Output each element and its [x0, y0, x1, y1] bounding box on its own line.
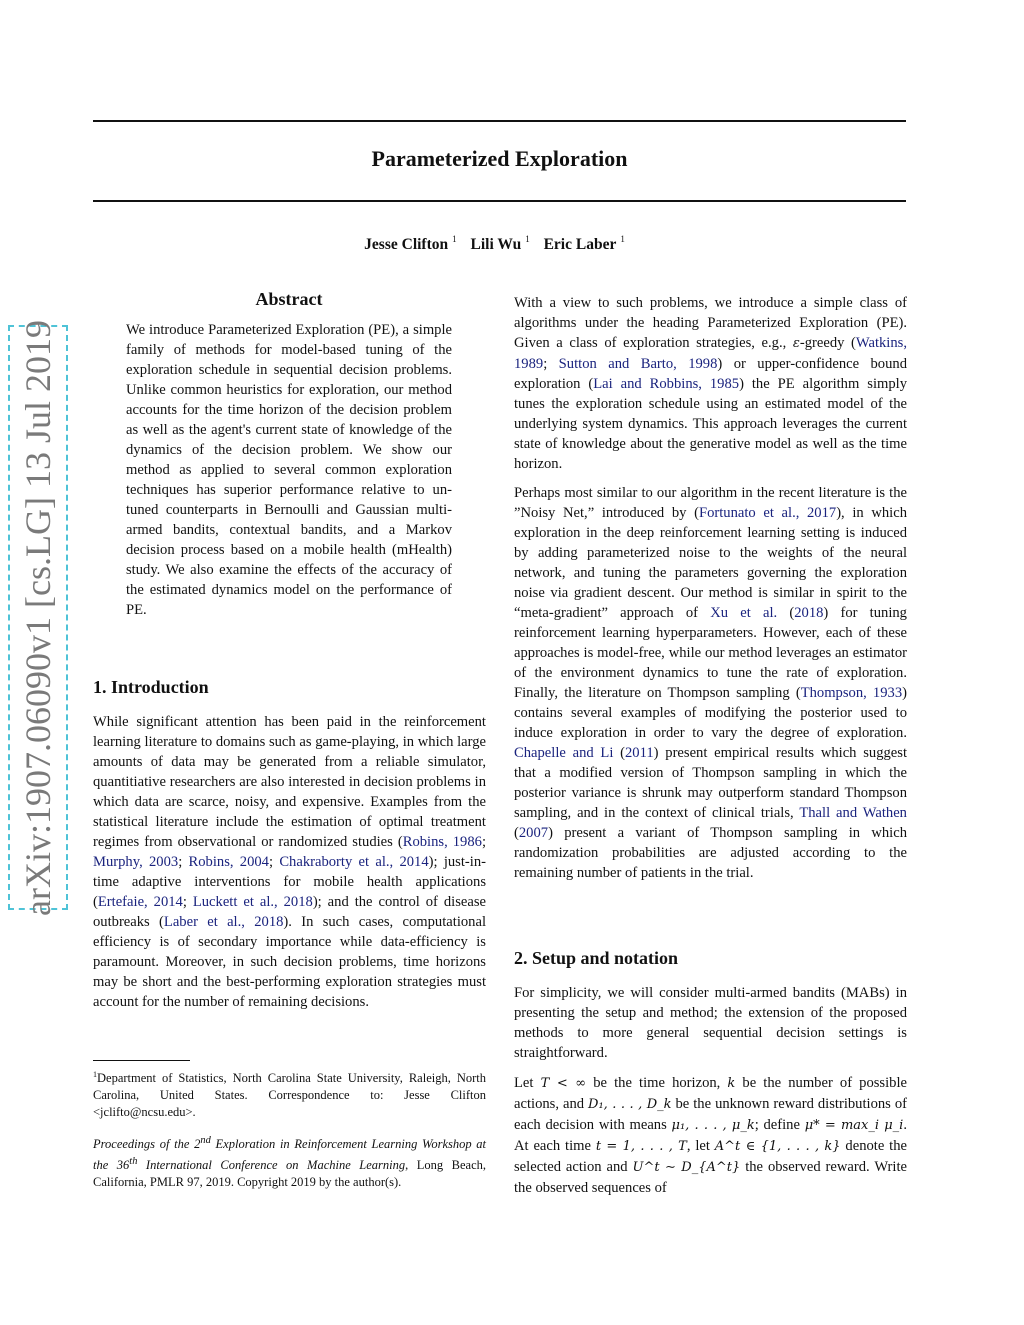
math-expression: μ* = max_i μ_i — [804, 1118, 904, 1133]
citation-year-link[interactable]: 2018 — [794, 605, 824, 621]
abstract-heading: Abstract — [255, 289, 323, 309]
body-text: be the unknown reward distributions of each decision with means — [514, 1096, 907, 1133]
body-text: present empirical results which suggest that a modified version of Thompson sampling in which the posterior variance is shrunk may outperform standard Thompson sampling, and in the context of clinical trials, — [514, 745, 907, 821]
proceedings-number: 2 — [194, 1137, 201, 1152]
arxiv-watermark-text: arXiv:1907.06090v1 [cs.LG] 13 Jul 2019 — [18, 319, 58, 916]
proceedings-number: 36 — [116, 1158, 130, 1173]
math-expression: A^t ∈ {1, . . . , k} — [714, 1139, 841, 1154]
paper-title: Parameterized Exploration — [371, 146, 628, 171]
body-text: While significant attention has been paid in the reinforcement learning literature to domains such as game-playing, in which large amounts of data may be generated from a reliable simulator, quantitiative researchers are also interested in decision problems in which data are scarce, noisy, and expensive. Examples from the statistical literature include the estimation of optimal treatment regimes from observational or randomized studies ( — [93, 714, 486, 850]
math-expression: U^t ∼ D_{A^t} — [632, 1160, 741, 1175]
citation-link[interactable]: Lai and Robbins, 1985 — [593, 376, 740, 392]
right-paragraph-2: Perhaps most similar to our algorithm in the recent literature is the ”Noisy Net,” introduced by (Fortunato et al., 2017), in which exploration in the deep reinforcement learning setting is induced by adding parameterized noise to the weights of the neural network, and tuning the parameters governing the exploration noise via gradient descent. Our method is similar in spirit to the “meta-gradient” approach of Xu et al. (2018) for tuning reinforcement learning hyperparameters. However, each of these approaches is model-free, while our method leverages an estimator of the environment dynamics to tune the rate of exploration. Finally, the literature on Thompson sampling (Thompson, 1933) contains several examples of modifying the posterior used to induce exploration in order to vary the degree of exploration. Chapelle and Li (2011) present empirical results which suggest that a modified version of Thompson sampling in which the posterior variance is shrunk may outperform standard Thompson sampling, and in the context of clinical trials, Thall and Wathen (2007) present a variant of Thompson sampling in which randomization probabilities are adjusted according to the remaining number of patients in the trial. — [514, 485, 907, 881]
body-text: denote the selected action and — [514, 1138, 907, 1175]
proceedings-ordinal — [194, 1137, 211, 1151]
citation-link[interactable]: Thall and Wathen — [799, 805, 907, 821]
math-expression: μ₁, . . . , μ_k — [671, 1118, 755, 1133]
proceedings-text: Proceedings of the — [93, 1137, 190, 1152]
citation-link[interactable]: Sutton and Barto, 1998 — [558, 356, 718, 372]
body-text: ); and the control of disease outbreaks ( — [93, 894, 486, 930]
setup-paragraph-1: For simplicity, we will consider multi-armed bandits (MABs) in presenting the setup and method; the extension of the proposed methods to more general sequential decision settings is straightforward. — [514, 985, 907, 1061]
author-name: Jesse Clifton — [364, 236, 449, 253]
body-text: ), in which exploration in the deep reinforcement learning setting is induced by adding parameterized noise to the weights of the neural network, and tuning the parameters governing the exploration noise via gradient descent. Our method is similar in spirit to the “meta-gradient” approach of — [514, 505, 907, 621]
citation-link[interactable]: Watkins, 1989 — [514, 335, 907, 372]
citation-link[interactable]: Laber et al., 2018 — [163, 914, 284, 930]
body-text: be the time horizon, — [586, 1075, 728, 1091]
arxiv-watermark — [8, 319, 68, 916]
footnote-text: Department of Statistics, North Carolina State University, Raleigh, North Carolina, United States. Correspondence to: Jesse Clifton <jclifto@ncsu.edu>. — [93, 1071, 486, 1120]
body-text: the observed reward. Write the observed sequences of — [514, 1159, 908, 1196]
body-text: ) or upper-confidence bound exploration ( — [514, 356, 907, 392]
proceedings-superscript: nd — [200, 1135, 211, 1146]
citation-year-link[interactable]: 2007 — [518, 825, 549, 841]
body-text: ) contains several examples of modifying the posterior used to induce exploration in order to vary the degree of exploration. — [514, 685, 907, 741]
body-text: . At each time — [514, 1117, 907, 1154]
body-text: be the number of possible actions, and — [514, 1075, 907, 1112]
introduction-paragraph: While significant attention has been paid in the reinforcement learning literature to domains such as game-playing, in which large amounts of data may be generated from a reliable simulator, quantitiative researchers are also interested in decision problems in which data are scarce, noisy, and expensive. Examples from the statistical literature include the estimation of optimal treatment regimes from observational or randomized studies (Robins, 1986; Murphy, 2003; Robins, 2004; Chakraborty et al., 2014); just-in-time adaptive interventions for mobile health applications (Ertefaie, 2014; Luckett et al., 2018); and the control of disease outbreaks (Laber et al., 2018). In such cases, computational efficiency is of secondary importance while data-efficiency is paramount. Moreover, in such decision problems, time horizons may be short and the best-performing exploration strategies must account for the number of remaining decisions. — [93, 714, 486, 1010]
top-rule — [93, 120, 906, 122]
body-text: Perhaps most similar to our algorithm in the recent literature is the ”Noisy Net,” introduced by ( — [514, 485, 907, 521]
footnote-mark: 1 — [93, 1070, 97, 1079]
citation-link[interactable]: Robins, 1986 — [402, 834, 482, 850]
author-affiliation: 1 — [525, 234, 530, 244]
math-expression: k — [727, 1076, 736, 1091]
author-affiliation: 1 — [452, 234, 457, 244]
author-list — [93, 236, 906, 254]
citation-link[interactable]: Ertefaie, 2014 — [97, 894, 183, 910]
math-expression: D₁, . . . , D_k — [588, 1097, 672, 1112]
setup-paragraph-2 — [514, 1073, 907, 1198]
math-expression: t = 1, . . . , T — [595, 1139, 687, 1154]
body-text: With a view to such problems, we introduce a simple class of algorithms under the heading Parameterized Exploration (PE). Given a class of exploration strategies, e.g., — [514, 295, 907, 351]
proceedings-note — [93, 1132, 486, 1191]
citation-link[interactable]: Chakraborty et al., 2014 — [279, 854, 429, 870]
body-text: ). In such cases, computational efficiency is of secondary importance while data-efficiency is paramount. Moreover, in such decision problems, time horizons may be short and the best-performing exploration strategies must account for the number of remaining decisions. — [93, 914, 486, 1010]
body-text: ); just-in-time adaptive interventions for mobile health applications ( — [93, 854, 486, 910]
author-name: Lili Wu — [470, 236, 522, 253]
proceedings-ordinal — [117, 1158, 138, 1172]
right-paragraph-1: With a view to such problems, we introduce a simple class of algorithms under the heading Parameterized Exploration (PE). Given a class of exploration strategies, e.g., ε-greedy (Watkins, 1989; Sutton and Barto, 1998) or upper-confidence bound exploration (Lai and Robbins, 1985) the PE algorithm simply tunes the exploration schedule using an estimated model of the underlying system dynamics. This approach leverages the current state of knowledge about the generative model as well as the time horizon. — [514, 295, 907, 472]
abstract-body: We introduce Parameterized Exploration (PE), a simple family of methods for model-based tuning of the exploration schedule in sequential decision problems. Unlike common heuristics for exploration, our method accounts for the time horizon of the decision problem as well as the agent's current state of knowledge of the dynamics of the decision problem. We show our method as applied to several common exploration techniques has superior performance relative to un-tuned counterparts in Bernoulli and Gaussian multi-armed bandits, contextual bandits, and a Markov decision process based on a mobile health (mHealth) study. We also examine the effects of the accuracy of the estimated dynamics model on the performance of PE. — [126, 322, 452, 618]
body-text: ) the PE algorithm simply tunes the exploration schedule using an estimated model of the underlying system dynamics. This approach leverages the current state of knowledge about the generative model as well as the time horizon. — [514, 376, 907, 472]
body-text: , let — [686, 1138, 715, 1154]
citation-link[interactable]: Chapelle and Li — [514, 745, 614, 761]
body-text: Let — [514, 1075, 541, 1091]
proceedings-text: , Long Beach, California, PMLR 97, 2019. Copyright 2019 by the author(s). — [93, 1158, 487, 1190]
title-bottom-rule — [93, 200, 906, 202]
citation-link[interactable]: Thompson, 1933 — [800, 685, 903, 701]
proceedings-superscript: th — [129, 1156, 138, 1168]
introduction-heading: 1. Introduction — [93, 677, 209, 697]
body-text: -greedy ( — [799, 335, 856, 351]
citation-link[interactable]: Luckett et al., 2018 — [192, 894, 313, 910]
math-symbol: ε — [792, 336, 800, 351]
body-text: for tuning reinforcement learning hyperparameters. However, each of these approaches is model-free, while our method leverages an estimator of the environment dynamics to tune the rate of exploration. Finally, the literature on Thompson sampling ( — [514, 605, 907, 701]
citation-link[interactable]: Fortunato et al., 2017 — [698, 505, 837, 521]
footnote-rule — [93, 1060, 190, 1061]
math-expression: T < ∞ — [540, 1076, 587, 1091]
proceedings-text: Exploration in Reinforcement Learning Workshop at the — [93, 1137, 487, 1173]
citation-link[interactable]: Xu et al. — [710, 605, 778, 621]
author-affiliation: 1 — [620, 234, 625, 244]
author-name: Eric Laber — [543, 236, 617, 253]
setup-heading: 2. Setup and notation — [514, 948, 679, 968]
body-text: ; define — [754, 1117, 805, 1133]
proceedings-text: International Conference on Machine Learning — [145, 1158, 406, 1173]
affiliation-footnote — [93, 1066, 486, 1121]
citation-year-link[interactable]: 2011 — [625, 745, 654, 761]
citation-link[interactable]: Robins, 2004 — [188, 854, 269, 870]
citation-link[interactable]: Murphy, 2003 — [93, 854, 179, 870]
body-text: present a variant of Thompson sampling in which randomization probabilities are adjusted according to the remaining number of patients in the trial. — [514, 825, 907, 881]
